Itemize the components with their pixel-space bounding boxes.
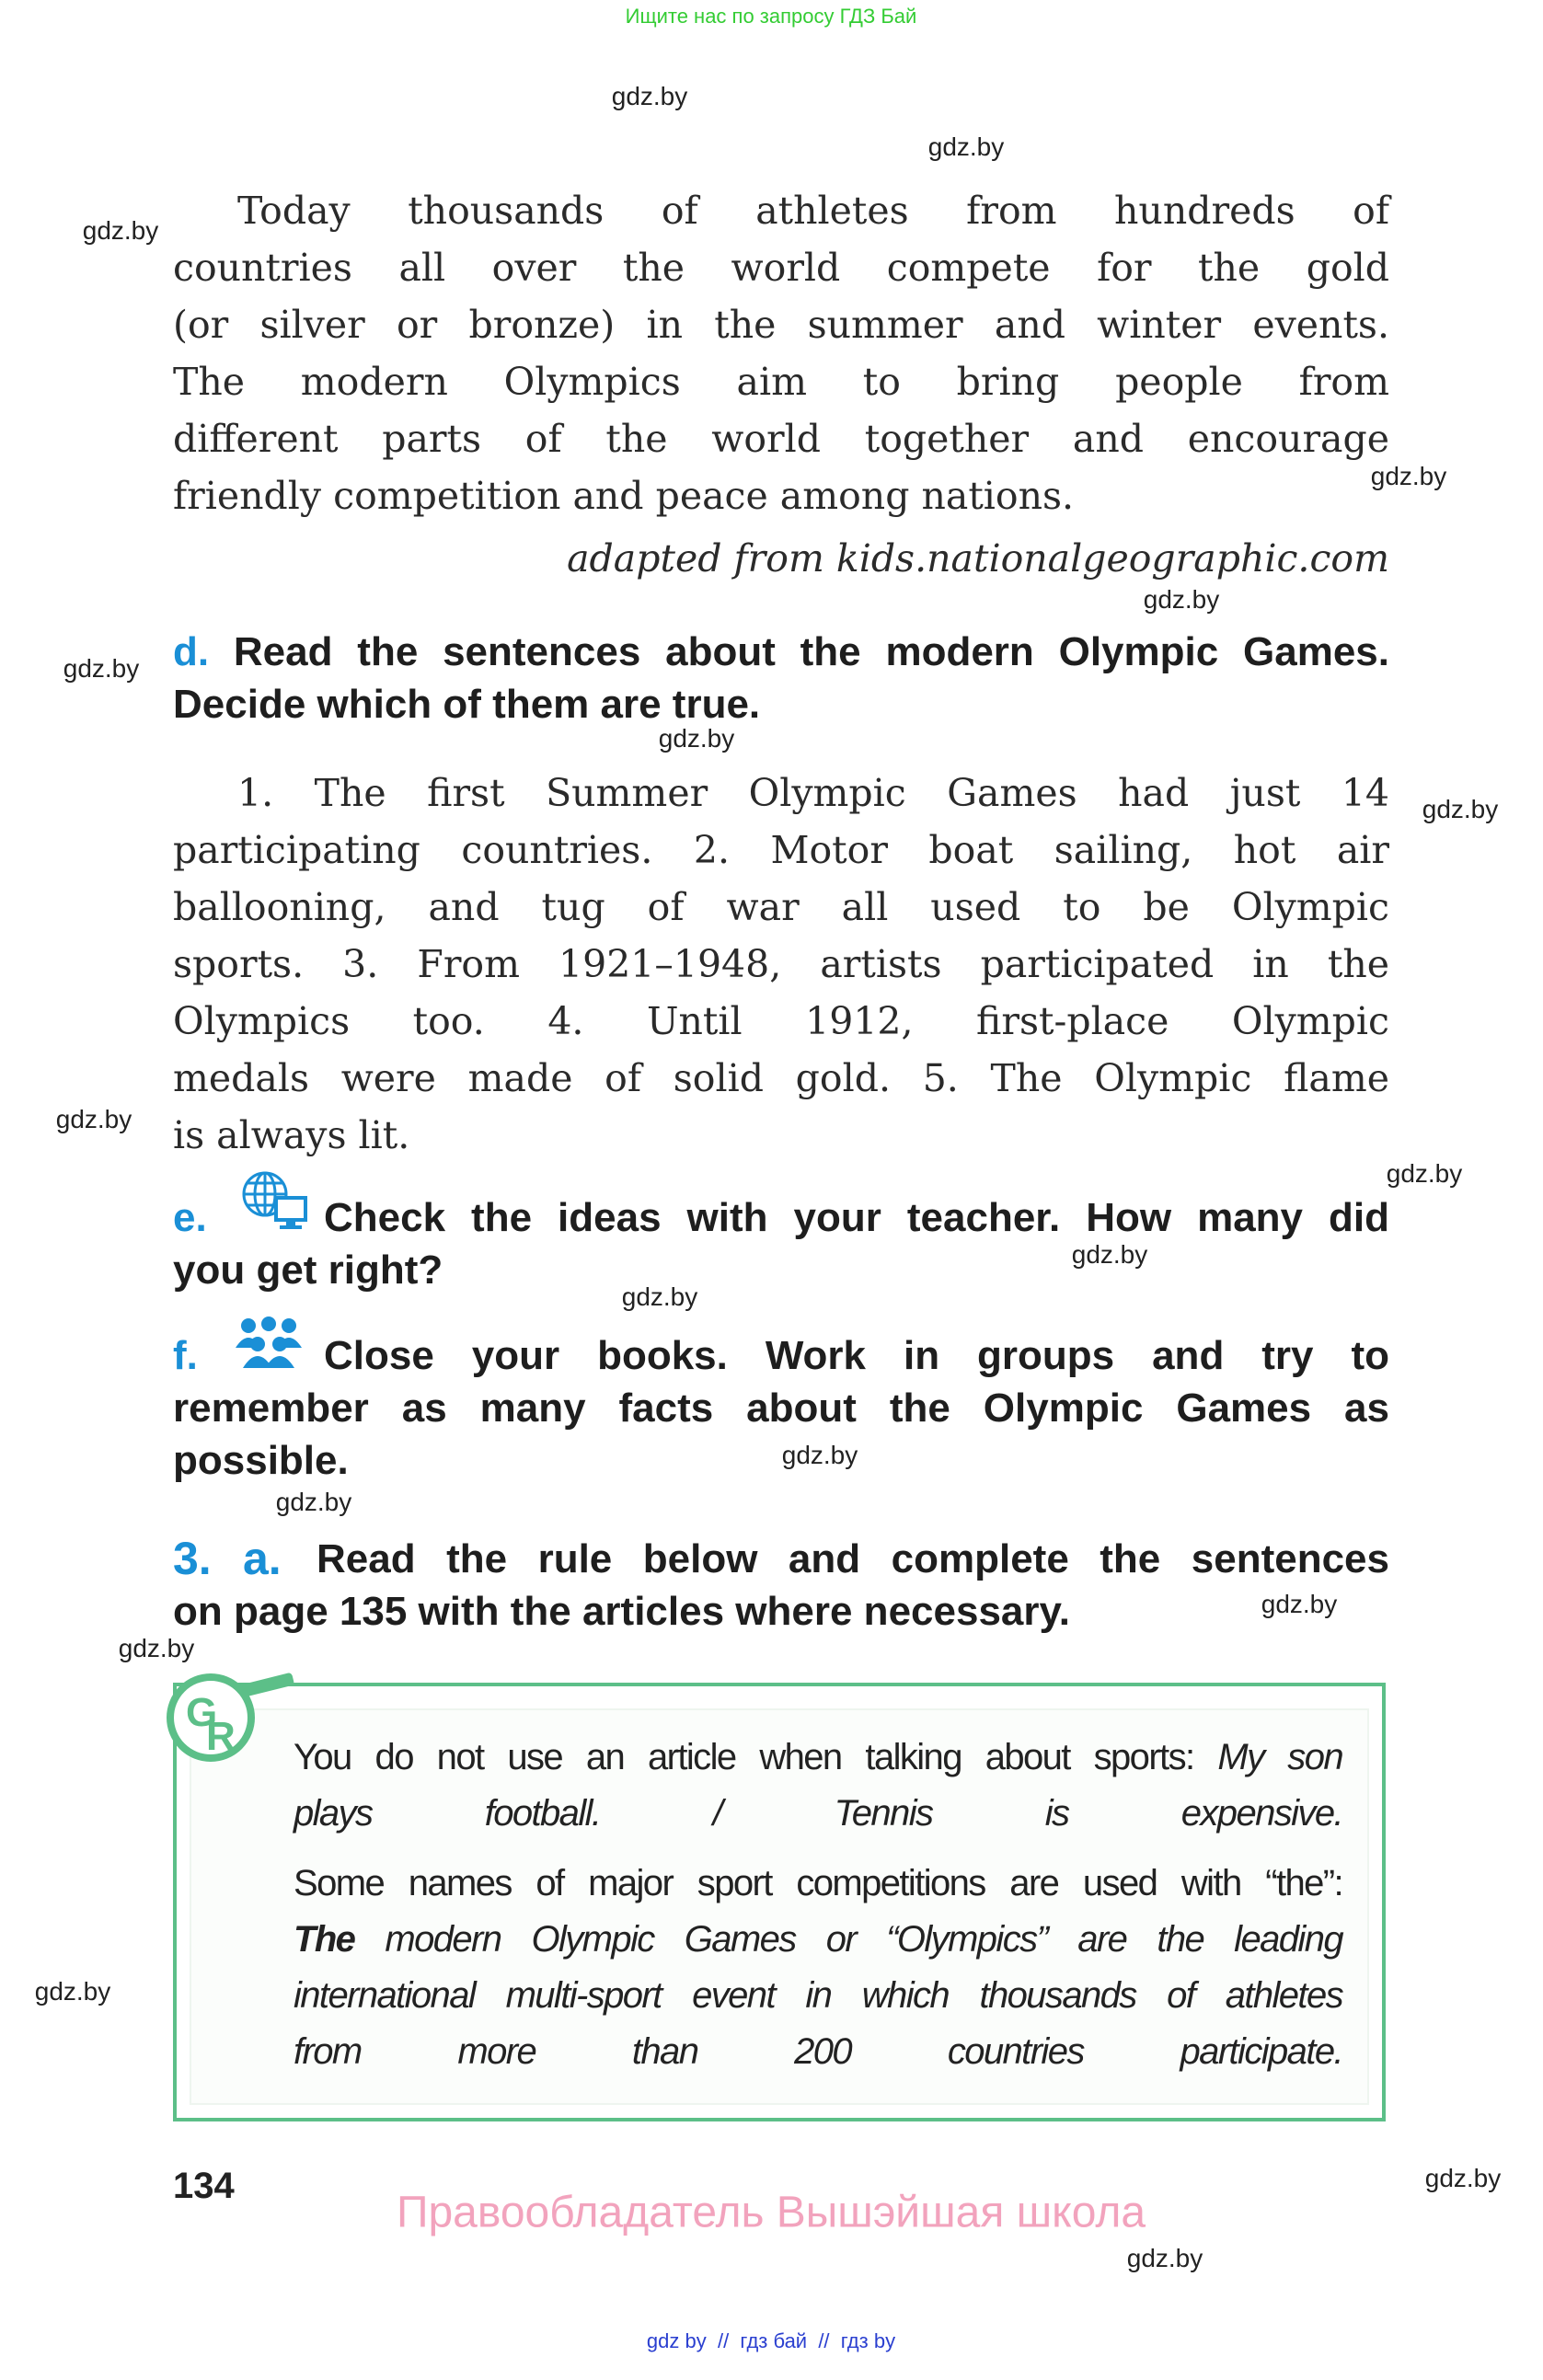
search-hint: Ищите нас по запросу ГДЗ Бай	[625, 5, 917, 28]
task-text: Check the ideas with your teacher. How many did	[324, 1195, 1389, 1240]
task-text: on page 135 with the articles where necessary.	[173, 1589, 1070, 1634]
exercise-number: 3.	[173, 1533, 212, 1584]
task-text: Read the rule below and complete the sentences	[317, 1536, 1389, 1581]
text-line: Olympics too. 4. Until 1912, first-place Olympic	[173, 999, 1389, 1043]
text-line: (or silver or bronze) in the summer and winter events.	[173, 303, 1389, 347]
task-text: remember as many facts about the Olympic Games as	[173, 1385, 1389, 1431]
watermark: gdz.by	[1422, 795, 1499, 823]
rule-example: modern Olympic Games or “Olympics” are the leading	[385, 1919, 1342, 1960]
text-line: 1. The first Summer Olympic Games had just 14	[237, 771, 1389, 815]
watermark: gdz.by	[621, 1282, 698, 1311]
rule-example-the: The	[294, 1919, 355, 1960]
watermark: gdz.by	[1370, 462, 1447, 490]
text-line: sports. 3. From 1921–1948, artists participated in the	[173, 942, 1389, 986]
task-label: a.	[243, 1533, 282, 1584]
rule-text: Some names of major sport competitions are used with “the”:	[294, 1863, 1342, 1903]
watermark: gdz.by	[275, 1488, 352, 1516]
text-line: participating countries. 2. Motor boat sailing, hot air	[173, 828, 1389, 872]
text-line: countries all over the world compete for the gold	[173, 246, 1389, 290]
rule-text: You do not use an article when talking about sports:	[294, 1737, 1194, 1777]
watermark: gdz.by	[658, 724, 735, 753]
watermark: gdz.by	[63, 654, 140, 683]
text-line: The modern Olympics aim to bring people from	[173, 360, 1389, 404]
watermark: gdz.by	[118, 1634, 195, 1662]
watermark: gdz.by	[55, 1105, 132, 1133]
watermark: gdz.by	[1143, 585, 1220, 614]
page-number: 134	[173, 2166, 235, 2206]
source-attribution: adapted from kids.nationalgeographic.com	[567, 536, 1389, 581]
rule-example: from more than 200 countries participate.	[294, 2031, 1342, 2072]
task-text: you get right?	[173, 1247, 443, 1293]
text-line: medals were made of solid gold. 5. The Olympic flame	[173, 1056, 1389, 1100]
task-d	[173, 626, 1389, 730]
task-label: f.	[173, 1333, 198, 1378]
watermark: gdz.by	[781, 1441, 858, 1469]
copyright-owner: Правообладатель Вышэйшая школа	[396, 2188, 1146, 2237]
task-label: e.	[173, 1195, 207, 1240]
task-3a	[173, 1533, 1389, 1638]
watermark: gdz.by	[611, 82, 688, 110]
grammar-rule-text	[294, 1730, 1342, 2080]
footer-links: gdz by // гдз бай // гдз by	[646, 2329, 896, 2352]
task-f	[173, 1329, 1389, 1487]
watermark: gdz.by	[1386, 1159, 1463, 1188]
group-icon	[232, 1316, 324, 1381]
watermark: gdz.by	[34, 1977, 111, 2006]
watermark: gdz.by	[1071, 1240, 1148, 1269]
text-line: ballooning, and tug of war all used to be Olympic	[173, 885, 1389, 929]
task-text: possible.	[173, 1438, 349, 1483]
svg-text:G: G	[186, 1690, 218, 1735]
task-label: d.	[173, 629, 210, 674]
watermark: gdz.by	[1126, 2244, 1203, 2272]
rule-example: My son	[1217, 1737, 1343, 1777]
globe-computer-icon	[241, 1170, 324, 1244]
svg-text:R: R	[206, 1714, 236, 1759]
watermark: gdz.by	[82, 216, 159, 245]
rule-example: international multi-sport event in which thousands of athletes	[294, 1975, 1342, 2016]
text-line: is always lit.	[173, 1113, 410, 1157]
text-line: Today thousands of athletes from hundreds of	[237, 189, 1389, 233]
watermark: gdz.by	[927, 132, 1005, 161]
task-text: Close your books. Work in groups and try to	[324, 1333, 1389, 1378]
task-text: Decide which of them are true.	[173, 682, 761, 727]
statements-paragraph	[173, 765, 1389, 1164]
text-line: friendly competition and peace among nations.	[173, 474, 1075, 518]
watermark: gdz.by	[1424, 2164, 1502, 2192]
task-text: Read the sentences about the modern Olympic Games.	[233, 629, 1389, 674]
watermark: gdz.by	[1261, 1590, 1338, 1618]
rule-example: plays football. / Tennis is expensive.	[294, 1793, 1342, 1834]
text-line: different parts of the world together and encourage	[173, 417, 1389, 461]
grammar-badge	[166, 1673, 313, 1765]
reading-paragraph	[173, 182, 1389, 524]
task-e	[173, 1191, 1389, 1296]
